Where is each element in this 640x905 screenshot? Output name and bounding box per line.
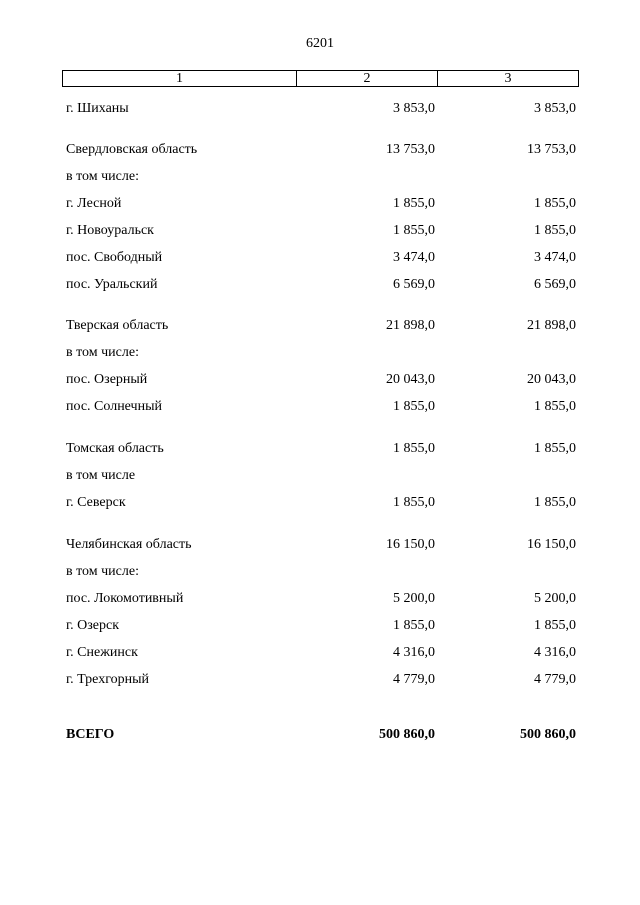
row-value-col3: 1 855,0 bbox=[534, 618, 576, 633]
row-label: г. Снежинск bbox=[66, 645, 138, 660]
row-value-col3: 13 753,0 bbox=[527, 142, 576, 157]
row-label: г. Шиханы bbox=[66, 101, 129, 116]
table-row bbox=[0, 221, 640, 241]
table-row bbox=[0, 248, 640, 268]
header-col-3: 3 bbox=[504, 71, 512, 86]
total-value-col3: 500 860,0 bbox=[520, 727, 576, 742]
table-row bbox=[0, 670, 640, 690]
row-value-col2: 5 200,0 bbox=[393, 591, 435, 606]
row-label: г. Новоуральск bbox=[66, 223, 154, 238]
row-value-col2: 3 853,0 bbox=[393, 101, 435, 116]
table-row bbox=[0, 466, 640, 486]
total-row bbox=[0, 725, 640, 745]
row-value-col3: 1 855,0 bbox=[534, 196, 576, 211]
row-value-col2: 1 855,0 bbox=[393, 223, 435, 238]
row-label: пос. Локомотивный bbox=[66, 591, 184, 606]
total-label: ВСЕГО bbox=[66, 727, 115, 742]
row-label: в том числе: bbox=[66, 564, 139, 579]
row-value-col3: 1 855,0 bbox=[534, 223, 576, 238]
row-value-col2: 21 898,0 bbox=[386, 318, 435, 333]
row-label: в том числе: bbox=[66, 169, 139, 184]
row-label: Челябинская область bbox=[66, 537, 192, 552]
row-value-col3: 1 855,0 bbox=[534, 495, 576, 510]
total-value-col2: 500 860,0 bbox=[379, 727, 435, 742]
table-row bbox=[0, 397, 640, 417]
table-row bbox=[0, 343, 640, 363]
row-label: г. Лесной bbox=[66, 196, 122, 211]
row-value-col3: 4 316,0 bbox=[534, 645, 576, 660]
table-row bbox=[0, 99, 640, 119]
row-value-col3: 5 200,0 bbox=[534, 591, 576, 606]
row-value-col2: 3 474,0 bbox=[393, 250, 435, 265]
header-col-1: 1 bbox=[63, 71, 297, 86]
row-value-col2: 1 855,0 bbox=[393, 196, 435, 211]
row-value-col3: 16 150,0 bbox=[527, 537, 576, 552]
row-value-col3: 1 855,0 bbox=[534, 441, 576, 456]
row-value-col2: 1 855,0 bbox=[393, 618, 435, 633]
row-label: в том числе bbox=[66, 468, 136, 483]
row-label: Тверская область bbox=[66, 318, 169, 333]
table-row bbox=[0, 194, 640, 214]
page-number: 6201 bbox=[306, 36, 334, 51]
row-label: пос. Свободный bbox=[66, 250, 163, 265]
table-row bbox=[0, 140, 640, 160]
row-value-col2: 16 150,0 bbox=[386, 537, 435, 552]
table-header bbox=[62, 70, 579, 87]
row-label: г. Трехгорный bbox=[66, 672, 149, 687]
row-label: г. Озерск bbox=[66, 618, 120, 633]
row-value-col2: 13 753,0 bbox=[386, 142, 435, 157]
table-row bbox=[0, 167, 640, 187]
row-label: пос. Уральский bbox=[66, 277, 158, 292]
row-label: г. Северск bbox=[66, 495, 126, 510]
table-row bbox=[0, 535, 640, 555]
table-row bbox=[0, 493, 640, 513]
row-value-col2: 1 855,0 bbox=[393, 495, 435, 510]
table-row bbox=[0, 275, 640, 295]
row-value-col3: 6 569,0 bbox=[534, 277, 576, 292]
row-value-col3: 21 898,0 bbox=[527, 318, 576, 333]
row-value-col3: 3 474,0 bbox=[534, 250, 576, 265]
row-value-col2: 6 569,0 bbox=[393, 277, 435, 292]
table-row bbox=[0, 589, 640, 609]
row-label: Томская область bbox=[66, 441, 164, 456]
table-row bbox=[0, 316, 640, 336]
header-col-2: 2 bbox=[297, 71, 438, 86]
row-value-col2: 4 316,0 bbox=[393, 645, 435, 660]
row-value-col3: 1 855,0 bbox=[534, 399, 576, 414]
row-value-col3: 20 043,0 bbox=[527, 372, 576, 387]
row-label: пос. Озерный bbox=[66, 372, 148, 387]
row-value-col3: 3 853,0 bbox=[534, 101, 576, 116]
row-label: Свердловская область bbox=[66, 142, 198, 157]
row-value-col2: 4 779,0 bbox=[393, 672, 435, 687]
row-value-col2: 20 043,0 bbox=[386, 372, 435, 387]
row-label: пос. Солнечный bbox=[66, 399, 162, 414]
row-value-col2: 1 855,0 bbox=[393, 399, 435, 414]
table-row bbox=[0, 643, 640, 663]
table-row bbox=[0, 370, 640, 390]
row-value-col3: 4 779,0 bbox=[534, 672, 576, 687]
table-row bbox=[0, 562, 640, 582]
row-value-col2: 1 855,0 bbox=[393, 441, 435, 456]
table-row bbox=[0, 439, 640, 459]
table-row bbox=[0, 616, 640, 636]
row-label: в том числе: bbox=[66, 345, 139, 360]
